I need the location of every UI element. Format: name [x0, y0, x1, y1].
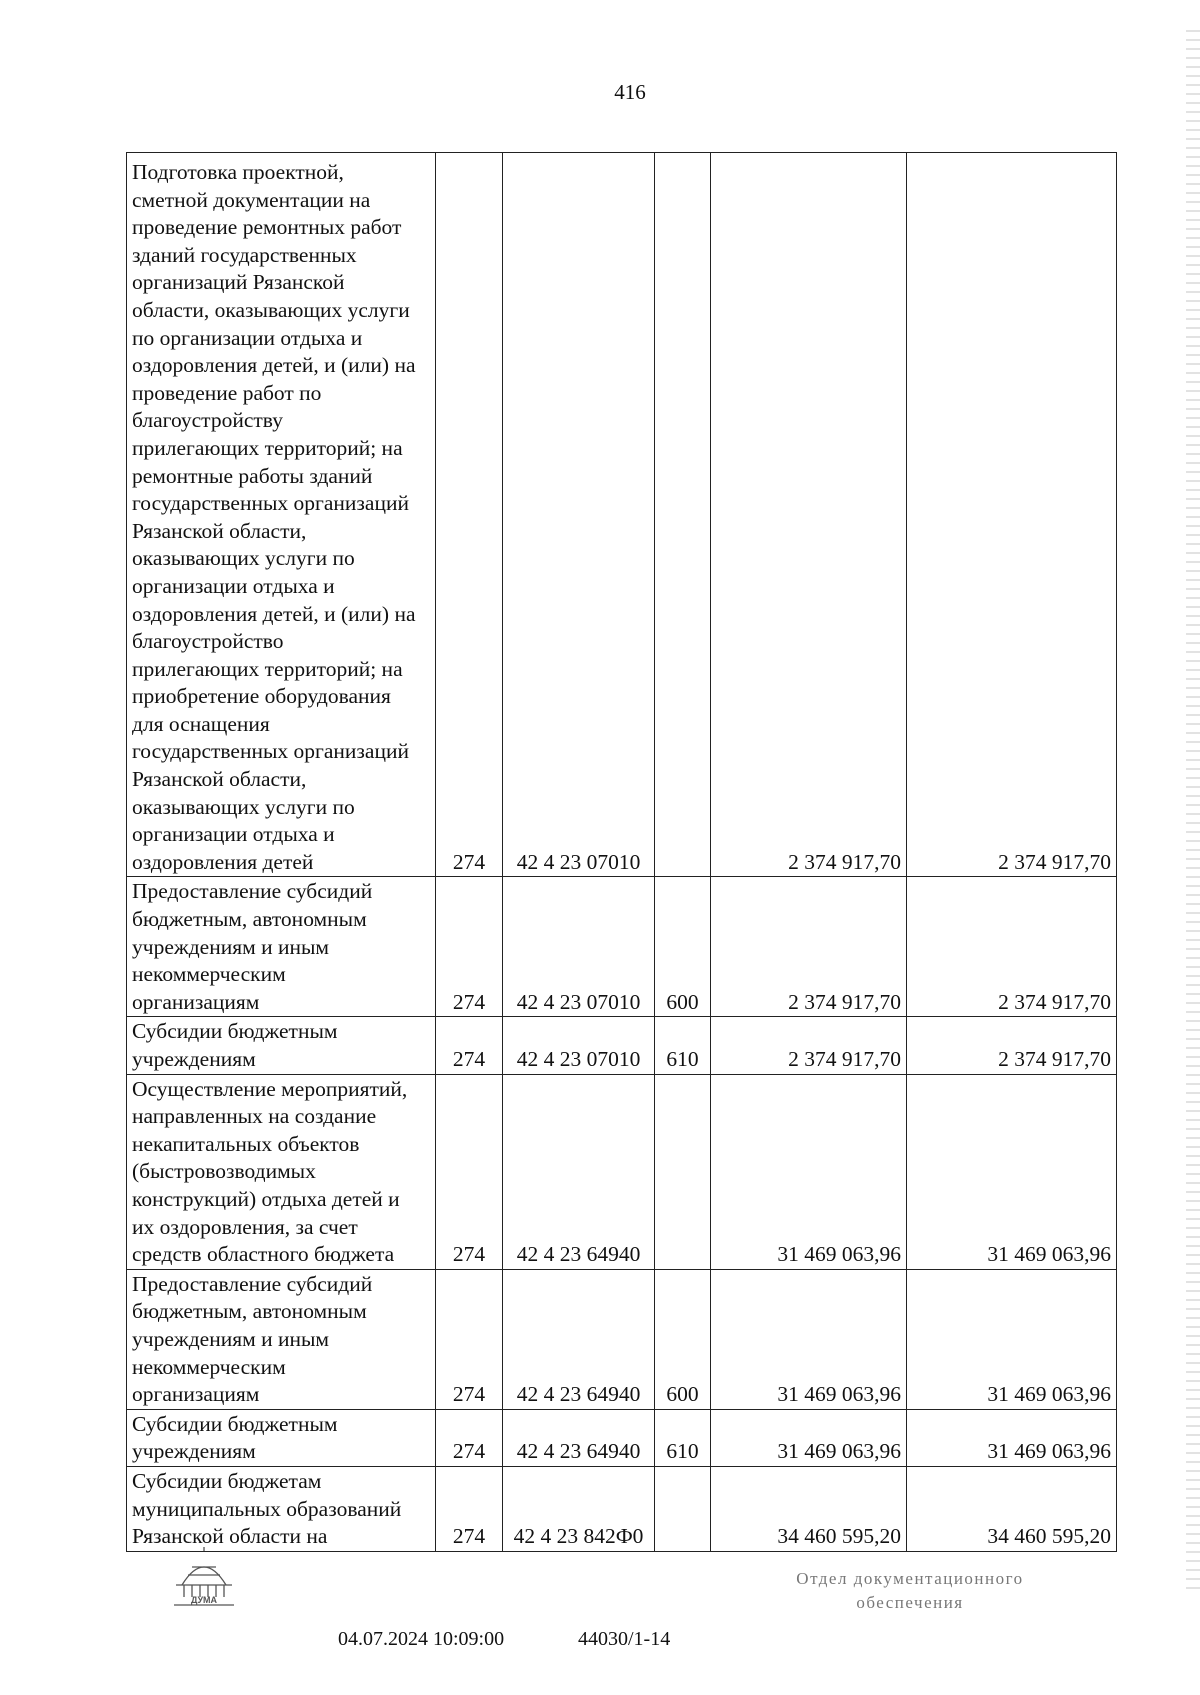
row-amount-1: 31 469 063,96	[711, 1074, 907, 1269]
row-type: 600	[655, 1269, 711, 1409]
row-amount-1: 31 469 063,96	[711, 1409, 907, 1466]
row-code: 274	[436, 877, 503, 1017]
row-code: 274	[436, 1269, 503, 1409]
row-type	[655, 153, 711, 877]
budget-table-body	[127, 153, 1117, 1552]
row-description: Субсидии бюджетным учреждениям	[127, 1017, 436, 1074]
table-row	[127, 1074, 1117, 1269]
row-description: Субсидии бюджетным учреждениям	[127, 1409, 436, 1466]
row-code: 274	[436, 153, 503, 877]
row-amount-1: 2 374 917,70	[711, 153, 907, 877]
row-description: Субсидии бюджетам муниципальных образований Рязанской области на	[127, 1466, 436, 1551]
row-amount-2: 2 374 917,70	[907, 1017, 1117, 1074]
duma-logo	[168, 1545, 240, 1611]
stamp-line-2: обеспечения	[856, 1593, 964, 1612]
table-row	[127, 153, 1117, 877]
row-type: 610	[655, 1017, 711, 1074]
row-article: 42 4 23 64940	[503, 1074, 655, 1269]
row-amount-1: 31 469 063,96	[711, 1269, 907, 1409]
table-row	[127, 877, 1117, 1017]
row-article: 42 4 23 64940	[503, 1409, 655, 1466]
row-type: 600	[655, 877, 711, 1017]
row-code: 274	[436, 1017, 503, 1074]
stamp-line-1: Отдел документационного	[796, 1569, 1024, 1588]
page-number: 416	[614, 80, 646, 104]
row-description: Подготовка проектной, сметной документации на проведение ремонтных работ зданий государственных организаций Рязанской области, оказывающих услуги по организации отдыха и оздоровления детей, и (или) на проведение работ по благоустройству прилегающих территорий; на ремонтные работы зданий государственных организаций Рязанской области, оказывающих услуги по организации отдыха и оздоровления детей, и (или) на благоустройство прилегающих территорий; на приобретение оборудования для оснащения государственных организаций Рязанской области, оказывающих услуги по организации отдыха и оздоровления детей	[127, 153, 436, 877]
row-amount-2: 2 374 917,70	[907, 153, 1117, 877]
table-row	[127, 1269, 1117, 1409]
row-article: 42 4 23 842Ф0	[503, 1466, 655, 1551]
budget-table	[126, 152, 1117, 1552]
scan-edge-marks	[1186, 30, 1200, 1590]
row-article: 42 4 23 07010	[503, 877, 655, 1017]
table-row	[127, 1409, 1117, 1466]
row-amount-2: 31 469 063,96	[907, 1074, 1117, 1269]
row-article: 42 4 23 64940	[503, 1269, 655, 1409]
row-amount-1: 2 374 917,70	[711, 877, 907, 1017]
row-description: Предоставление субсидий бюджетным, автономным учреждениям и иным некоммерческим организациям	[127, 877, 436, 1017]
row-amount-2: 34 460 595,20	[907, 1466, 1117, 1551]
row-code: 274	[436, 1409, 503, 1466]
row-type	[655, 1466, 711, 1551]
svg-text:ДУМА: ДУМА	[190, 1595, 218, 1605]
row-amount-2: 31 469 063,96	[907, 1269, 1117, 1409]
row-type	[655, 1074, 711, 1269]
row-description: Предоставление субсидий бюджетным, автономным учреждениям и иным некоммерческим организациям	[127, 1269, 436, 1409]
footer-reference: 44030/1-14	[578, 1628, 671, 1650]
row-code: 274	[436, 1466, 503, 1551]
table-row	[127, 1466, 1117, 1551]
row-amount-2: 31 469 063,96	[907, 1409, 1117, 1466]
row-amount-1: 34 460 595,20	[711, 1466, 907, 1551]
row-article: 42 4 23 07010	[503, 153, 655, 877]
table-row	[127, 1017, 1117, 1074]
row-amount-1: 2 374 917,70	[711, 1017, 907, 1074]
department-stamp	[760, 1567, 1060, 1615]
row-code: 274	[436, 1074, 503, 1269]
row-article: 42 4 23 07010	[503, 1017, 655, 1074]
footer-datetime: 04.07.2024 10:09:00	[338, 1628, 505, 1650]
row-type: 610	[655, 1409, 711, 1466]
row-description: Осуществление мероприятий, направленных на создание некапитальных объектов (быстровозводимых конструкций) отдыха детей и их оздоровления, за счет средств областного бюджета	[127, 1074, 436, 1269]
row-amount-2: 2 374 917,70	[907, 877, 1117, 1017]
